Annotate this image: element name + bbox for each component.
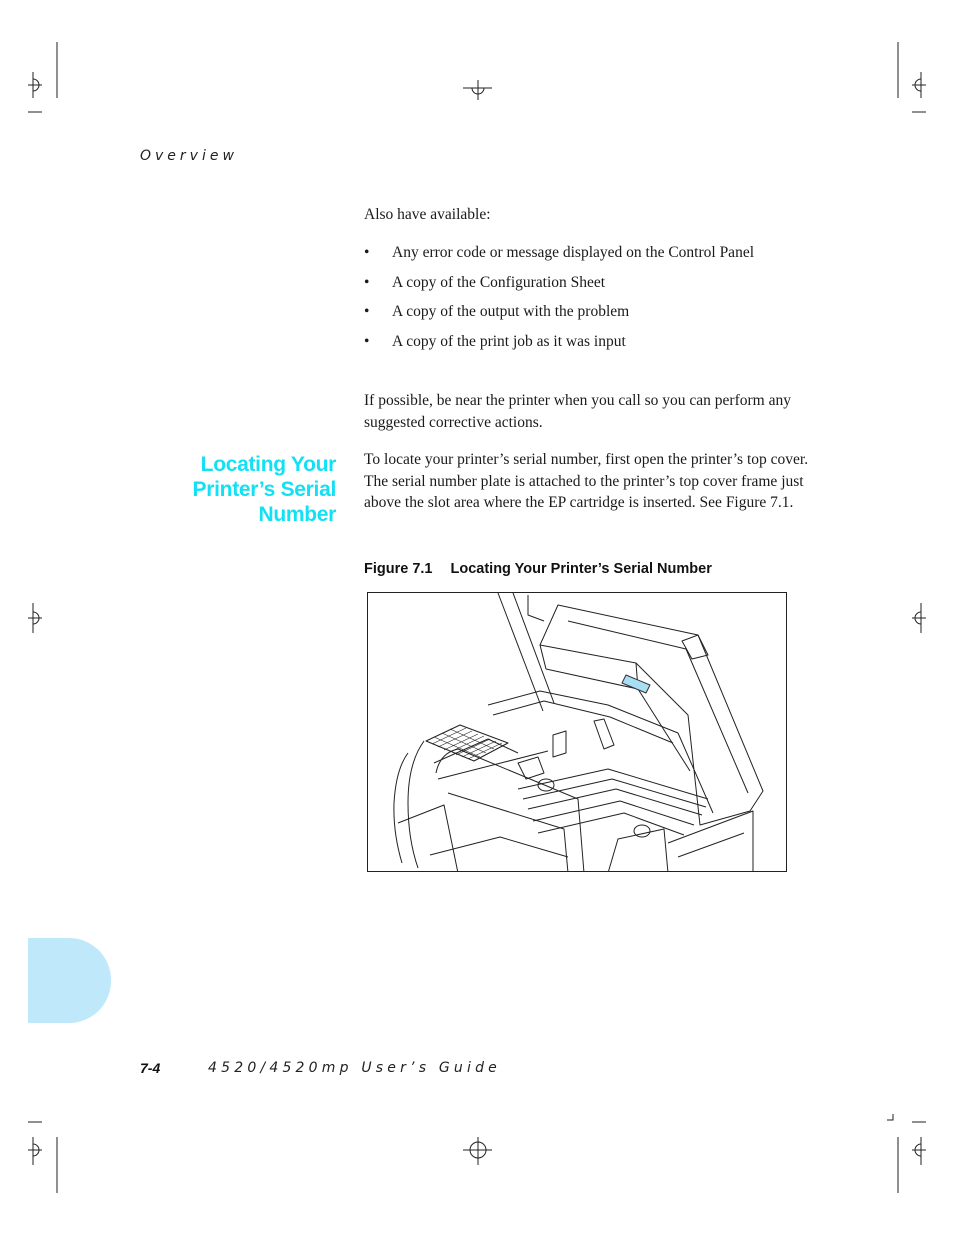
page-number: 7-4: [140, 1060, 161, 1076]
call-paragraph: If possible, be near the printer when you call so you can perform any suggested corrective actions.: [364, 392, 791, 431]
chapter-tab: [28, 938, 111, 1023]
serial-number-plate: [622, 675, 650, 693]
intro-text: Also have available:: [364, 206, 491, 223]
list-item: • A copy of the Configuration Sheet: [364, 272, 814, 294]
printer-open-cover-drawing: [368, 593, 787, 872]
bullet-glyph: •: [364, 273, 370, 291]
printer-illustration: [367, 592, 787, 872]
figure-caption: [364, 561, 712, 577]
list-item: • A copy of the output with the problem: [364, 301, 814, 323]
section-heading: Locating Your Printer’s Serial Number: [192, 453, 336, 526]
requirements-list: [364, 242, 814, 360]
bullet-glyph: •: [364, 244, 370, 261]
list-item: • Any error code or message displayed on the Control Panel: [364, 242, 814, 264]
figure-number: Figure 7.1: [364, 561, 433, 577]
running-header: Overview: [140, 148, 238, 164]
locate-paragraph: To locate your printer’s serial number, first open the printer’s top cover. The serial number plate is attached to the printer’s top cover frame just above the slot area where the EP cartridge is inserted. See Figure 7.1.: [364, 451, 809, 511]
bullet-glyph: •: [364, 303, 370, 320]
figure-title: Locating Your Printer’s Serial Number: [450, 561, 712, 577]
bullet-glyph: •: [364, 332, 370, 350]
guide-title: 4520/4520mp User’s Guide: [208, 1060, 501, 1076]
list-item: • A copy of the print job as it was input: [364, 331, 814, 353]
